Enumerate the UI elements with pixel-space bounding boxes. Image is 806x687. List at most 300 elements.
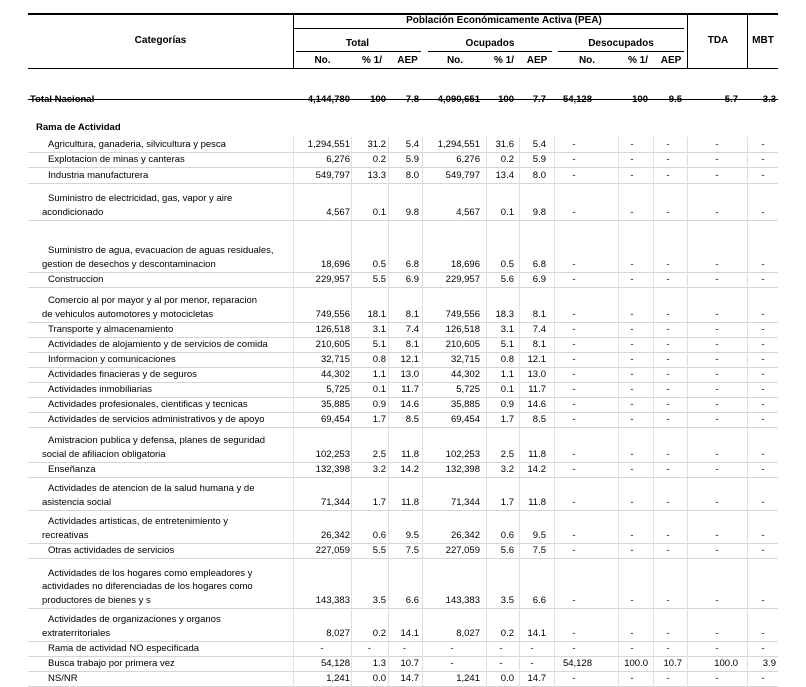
cell-ocupados-pct: 0.1 [500, 384, 514, 395]
cell-total-no: 1,241 [326, 673, 350, 684]
column-separator [422, 397, 423, 412]
table-row [28, 220, 778, 273]
cell-mbt: 3.3 [762, 94, 776, 105]
cell-mbt: - [761, 354, 765, 365]
table-row [28, 137, 778, 153]
cell-desocupados-pct: - [630, 464, 634, 475]
cell-desocupados-aep: - [666, 207, 670, 218]
cell-mbt: - [761, 207, 765, 218]
column-separator [747, 427, 748, 462]
cell-mbt: - [761, 595, 765, 606]
column-separator [687, 167, 688, 183]
column-separator [486, 337, 487, 352]
column-separator [554, 671, 555, 686]
cell-ocupados-aep: 9.5 [532, 530, 546, 541]
cell-ocupados-no: 210,605 [445, 339, 480, 350]
column-separator [687, 137, 688, 152]
column-separator [388, 220, 389, 272]
cell-desocupados-pct: - [630, 414, 634, 425]
column-separator [422, 183, 423, 220]
cell-total-no: 210,605 [315, 339, 350, 350]
cell-tda: - [715, 170, 719, 181]
cell-total-pct: 100 [370, 94, 386, 105]
cell-total-aep: - [402, 643, 407, 654]
cell-total-no: 18,696 [320, 259, 350, 270]
cell-desocupados-no: - [572, 643, 576, 654]
cell-ocupados-pct: 0.9 [500, 399, 514, 410]
column-separator [351, 367, 352, 382]
cell-ocupados-no: - [450, 658, 454, 669]
top-rule [28, 13, 778, 15]
row-label-line: Construccion [48, 273, 104, 285]
cell-tda: - [715, 530, 719, 541]
cell-total-pct: 3.1 [372, 324, 386, 335]
table-row [28, 656, 778, 672]
pea-title: Población Económicamente Activa (PEA) [406, 15, 602, 26]
cell-ocupados-aep: 11.8 [528, 449, 546, 460]
cell-ocupados-aep: 7.4 [532, 324, 546, 335]
column-separator [687, 397, 688, 412]
cell-desocupados-aep: - [666, 399, 670, 410]
cell-total-pct: 13.3 [367, 170, 386, 181]
column-separator [388, 183, 389, 220]
group-rule-total [296, 51, 421, 52]
cell-total-no: 5,725 [326, 384, 350, 395]
row-label [30, 93, 295, 107]
cell-total-aep: 14.7 [400, 673, 419, 684]
column-separator [554, 558, 555, 608]
column-separator [747, 671, 748, 686]
cell-mbt: - [761, 259, 765, 270]
column-separator [388, 167, 389, 183]
cell-desocupados-no: - [572, 207, 576, 218]
cell-ocupados-no: 143,383 [445, 595, 480, 606]
cell-mbt: 3.9 [762, 658, 776, 669]
column-separator [747, 272, 748, 287]
column-separator [747, 397, 748, 412]
column-separator [351, 220, 352, 272]
column-separator [388, 477, 389, 510]
column-separator [486, 167, 487, 183]
table-row [28, 272, 778, 288]
column-separator [486, 608, 487, 641]
row-label-line: Actividades artisticas, de entretenimiento y [48, 516, 229, 527]
cell-desocupados-aep: - [666, 354, 670, 365]
cell-total-aep: 6.9 [405, 274, 419, 285]
cell-total-no: 4,567 [326, 207, 350, 218]
cell-ocupados-pct: 31.6 [495, 139, 514, 150]
cell-total-pct: 0.0 [372, 673, 386, 684]
cell-ocupados-no: 44,302 [450, 369, 480, 380]
cell-desocupados-no: - [572, 339, 576, 350]
cell-ocupados-aep: 14.7 [527, 673, 546, 684]
column-separator [687, 671, 688, 686]
cell-desocupados-no: - [572, 154, 576, 165]
cell-desocupados-aep: 9.5 [668, 94, 682, 105]
cell-desocupados-no: - [572, 673, 576, 684]
cell-desocupados-aep: - [666, 369, 670, 380]
row-label [42, 434, 313, 461]
cell-mbt: - [761, 309, 765, 320]
row-label-line: Busca trabajo por primera vez [48, 657, 175, 669]
cell-ocupados-no: 69,454 [450, 414, 480, 425]
row-label-line: Suministro de electricidad, gas, vapor y aire [48, 193, 233, 204]
column-separator [687, 337, 688, 352]
group-rule-ocupados [428, 51, 552, 52]
column-separator [351, 322, 352, 337]
cell-desocupados-pct: - [630, 628, 634, 639]
cell-ocupados-pct: 3.2 [500, 464, 514, 475]
cell-ocupados-aep: 14.1 [527, 628, 546, 639]
row-label [48, 353, 313, 367]
cell-desocupados-pct: - [630, 139, 634, 150]
cell-total-no: 35,885 [320, 399, 350, 410]
column-separator [388, 641, 389, 656]
column-separator [422, 167, 423, 183]
cell-desocupados-pct: - [630, 399, 634, 410]
column-separator [687, 543, 688, 558]
column-separator [554, 183, 555, 220]
cell-ocupados-no: 4,567 [456, 207, 480, 218]
cell-desocupados-aep: - [666, 154, 670, 165]
cell-desocupados-aep: - [666, 530, 670, 541]
column-separator [486, 367, 487, 382]
column-separator [422, 558, 423, 608]
total-pct-header: % 1/ [361, 55, 382, 66]
cell-mbt: - [761, 139, 765, 150]
ocupados-no-header: No. [446, 55, 464, 66]
cell-total-pct: 1.1 [372, 369, 386, 380]
column-separator [351, 137, 352, 152]
cell-ocupados-aep: 5.4 [532, 139, 546, 150]
cell-ocupados-pct: 0.1 [500, 207, 514, 218]
cell-total-aep: 5.9 [405, 154, 419, 165]
cell-total-pct: - [367, 643, 372, 654]
column-separator [687, 272, 688, 287]
cell-desocupados-no: - [572, 449, 576, 460]
column-separator [486, 397, 487, 412]
tda-header: TDA [707, 35, 729, 46]
row-label-line: Actividades de organizaciones y organos [48, 614, 221, 625]
total-aep-header: AEP [397, 55, 418, 66]
cell-ocupados-aep: 7.7 [532, 94, 546, 105]
table-row [28, 152, 778, 168]
cell-ocupados-pct: - [499, 643, 503, 654]
cell-tda: - [715, 324, 719, 335]
column-separator [388, 322, 389, 337]
cell-tda: - [715, 384, 719, 395]
cell-desocupados-aep: - [666, 643, 670, 654]
table-row [28, 558, 778, 609]
cell-ocupados-pct: 5.1 [500, 339, 514, 350]
column-separator [554, 397, 555, 412]
column-separator [687, 427, 688, 462]
column-separator [687, 367, 688, 382]
cell-total-no: - [320, 643, 324, 654]
column-separator [554, 543, 555, 558]
column-separator [388, 382, 389, 397]
section-row [28, 115, 778, 135]
cell-ocupados-pct: 2.5 [500, 449, 514, 460]
cell-total-no: 549,797 [315, 170, 350, 181]
cell-ocupados-no: 26,342 [450, 530, 480, 541]
cell-ocupados-pct: 0.0 [500, 673, 514, 684]
column-separator [486, 287, 487, 322]
cell-mbt: - [761, 449, 765, 460]
cell-total-pct: 0.9 [372, 399, 386, 410]
row-label-line: social de afiliacion obligatoria [42, 448, 166, 460]
row-label [36, 121, 301, 135]
table-row [28, 510, 778, 544]
cell-tda: - [715, 207, 719, 218]
row-label-line: Rama de Actividad [36, 121, 121, 133]
column-separator [388, 412, 389, 427]
row-label [48, 672, 313, 686]
column-separator [687, 656, 688, 671]
row-label-line: asistencia social [42, 496, 112, 508]
row-label [42, 192, 313, 219]
cell-desocupados-pct: - [630, 384, 634, 395]
row-label-line: Actividades de alojamiento y de servicios de comida [48, 338, 268, 350]
cell-ocupados-no: 71,344 [450, 497, 480, 508]
cell-ocupados-aep: - [530, 643, 534, 654]
cell-desocupados-aep: - [666, 339, 670, 350]
cell-desocupados-aep: - [666, 595, 670, 606]
cell-desocupados-aep: - [666, 309, 670, 320]
column-separator [747, 477, 748, 510]
column-separator [687, 462, 688, 477]
row-label-line: acondicionado [42, 206, 104, 218]
column-separator [747, 322, 748, 337]
desocupados-pct-header: % 1/ [627, 55, 648, 66]
cell-ocupados-pct: 1.7 [500, 497, 514, 508]
row-label [48, 169, 313, 183]
column-separator [687, 382, 688, 397]
cell-desocupados-aep: - [666, 259, 670, 270]
column-separator [554, 322, 555, 337]
cell-total-pct: 0.1 [372, 207, 386, 218]
row-label [42, 515, 313, 542]
cell-tda: - [715, 497, 719, 508]
table-row [28, 427, 778, 463]
cell-desocupados-no: - [572, 274, 576, 285]
column-separator [351, 337, 352, 352]
header-vsep [293, 13, 294, 68]
cell-total-aep: 9.5 [405, 530, 419, 541]
column-separator [351, 397, 352, 412]
column-separator [554, 656, 555, 671]
cell-desocupados-no: - [572, 628, 576, 639]
column-separator [388, 558, 389, 608]
row-label-line: Otras actividades de servicios [48, 544, 175, 556]
column-separator [747, 462, 748, 477]
cell-desocupados-no: - [572, 399, 576, 410]
cell-mbt: - [761, 274, 765, 285]
cell-ocupados-aep: 6.9 [532, 274, 546, 285]
cell-desocupados-no: - [572, 545, 576, 556]
cell-ocupados-aep: 8.5 [532, 414, 546, 425]
table-row [28, 352, 778, 368]
desocupados-aep-header: AEP [660, 55, 682, 66]
cell-ocupados-pct: 5.6 [500, 274, 514, 285]
cell-tda: 100.0 [714, 658, 738, 669]
row-label-line: Actividades de atencion de la salud humana y de [48, 483, 255, 494]
column-separator [486, 427, 487, 462]
column-separator [554, 167, 555, 183]
table-row [28, 167, 778, 184]
total-row [28, 83, 778, 107]
cell-ocupados-pct: 1.7 [500, 414, 514, 425]
column-separator [486, 558, 487, 608]
column-separator [422, 322, 423, 337]
cell-desocupados-aep: - [666, 545, 670, 556]
ocupados-aep-header: AEP [526, 55, 548, 66]
column-separator [351, 608, 352, 641]
column-separator [422, 641, 423, 656]
cell-ocupados-aep: 8.1 [532, 339, 546, 350]
column-separator [554, 352, 555, 367]
cell-ocupados-no: 132,398 [445, 464, 480, 475]
row-label [42, 613, 313, 640]
column-separator [422, 608, 423, 641]
cell-desocupados-aep: - [666, 384, 670, 395]
cell-mbt: - [761, 545, 765, 556]
column-separator [351, 477, 352, 510]
row-label [42, 294, 313, 321]
total-group-header: Total [345, 38, 370, 49]
cell-ocupados-pct: 0.2 [500, 628, 514, 639]
column-separator [687, 477, 688, 510]
column-separator [747, 137, 748, 152]
column-separator [687, 608, 688, 641]
row-label [48, 273, 313, 287]
column-separator [388, 272, 389, 287]
cell-tda: - [715, 595, 719, 606]
cell-total-pct: 0.2 [372, 628, 386, 639]
table-row [28, 608, 778, 642]
cell-total-aep: 8.1 [405, 339, 419, 350]
column-separator [351, 543, 352, 558]
cell-tda: 5.7 [724, 94, 738, 105]
cell-total-aep: 11.7 [401, 384, 419, 395]
cell-ocupados-no: 4,090,651 [437, 94, 480, 105]
column-separator [747, 510, 748, 543]
cell-ocupados-no: 1,241 [456, 673, 480, 684]
cell-desocupados-pct: 100.0 [624, 658, 648, 669]
cell-tda: - [715, 139, 719, 150]
cell-total-aep: 5.4 [405, 139, 419, 150]
column-separator [422, 152, 423, 167]
row-label [48, 413, 313, 427]
cell-tda: - [715, 673, 719, 684]
row-label-line: Transporte y almacenamiento [48, 323, 174, 335]
cell-desocupados-aep: - [666, 414, 670, 425]
row-label [48, 383, 313, 397]
column-separator [388, 397, 389, 412]
cell-ocupados-aep: 5.9 [532, 154, 546, 165]
row-label-line: Total Nacional [30, 93, 95, 105]
cell-mbt: - [761, 628, 765, 639]
cell-ocupados-no: 8,027 [456, 628, 480, 639]
column-separator [422, 287, 423, 322]
column-separator [351, 152, 352, 167]
row-label-line: Enseñanza [48, 463, 96, 475]
cell-total-pct: 0.2 [372, 154, 386, 165]
cell-tda: - [715, 309, 719, 320]
cell-total-no: 1,294,551 [307, 139, 350, 150]
cell-ocupados-no: 549,797 [445, 170, 480, 181]
column-separator [747, 641, 748, 656]
cell-total-aep: 8.1 [405, 309, 419, 320]
column-separator [554, 477, 555, 510]
cell-ocupados-aep: 8.1 [532, 309, 546, 320]
column-separator [351, 412, 352, 427]
column-separator [422, 462, 423, 477]
table-row [28, 183, 778, 221]
cell-total-no: 71,344 [320, 497, 350, 508]
cell-total-aep: 11.8 [401, 449, 419, 460]
cell-total-aep: 13.0 [400, 369, 419, 380]
cell-tda: - [715, 354, 719, 365]
row-label-line: de vehiculos automotores y motocicletas [42, 308, 214, 320]
desocupados-no-header: No. [578, 55, 596, 66]
row-label [48, 463, 313, 477]
column-separator [486, 322, 487, 337]
row-label-line: Comercio al por mayor y al por menor, reparacion [48, 295, 258, 306]
table-row [28, 671, 778, 687]
cell-total-no: 44,302 [320, 369, 350, 380]
column-separator [351, 272, 352, 287]
column-separator [747, 608, 748, 641]
column-separator [747, 183, 748, 220]
column-separator [486, 152, 487, 167]
cell-ocupados-no: 5,725 [456, 384, 480, 395]
column-separator [351, 352, 352, 367]
cell-mbt: - [761, 399, 765, 410]
row-label-line: Agricultura, ganaderia, silvicultura y pesca [48, 138, 226, 150]
column-separator [747, 220, 748, 272]
cell-desocupados-no: - [572, 595, 576, 606]
column-separator [687, 322, 688, 337]
column-separator [747, 382, 748, 397]
column-separator [422, 272, 423, 287]
column-separator [388, 462, 389, 477]
cell-tda: - [715, 339, 719, 350]
column-separator [486, 272, 487, 287]
column-separator [388, 152, 389, 167]
column-separator [388, 337, 389, 352]
cell-mbt: - [761, 324, 765, 335]
cell-desocupados-aep: - [666, 449, 670, 460]
pea-rule [294, 28, 684, 29]
cell-total-pct: 5.1 [372, 339, 386, 350]
cell-ocupados-no: 126,518 [445, 324, 480, 335]
column-separator [486, 183, 487, 220]
column-separator [486, 352, 487, 367]
column-separator [388, 671, 389, 686]
ocupados-pct-header: % 1/ [493, 55, 514, 66]
cell-desocupados-pct: - [630, 643, 634, 654]
cell-desocupados-pct: - [630, 545, 634, 556]
column-separator [747, 167, 748, 183]
column-separator [486, 656, 487, 671]
column-separator [351, 382, 352, 397]
cell-total-pct: 2.5 [372, 449, 386, 460]
cell-desocupados-pct: - [630, 154, 634, 165]
cell-ocupados-no: 32,715 [450, 354, 480, 365]
group-rule-desocupados [558, 51, 684, 52]
cell-desocupados-pct: - [630, 449, 634, 460]
